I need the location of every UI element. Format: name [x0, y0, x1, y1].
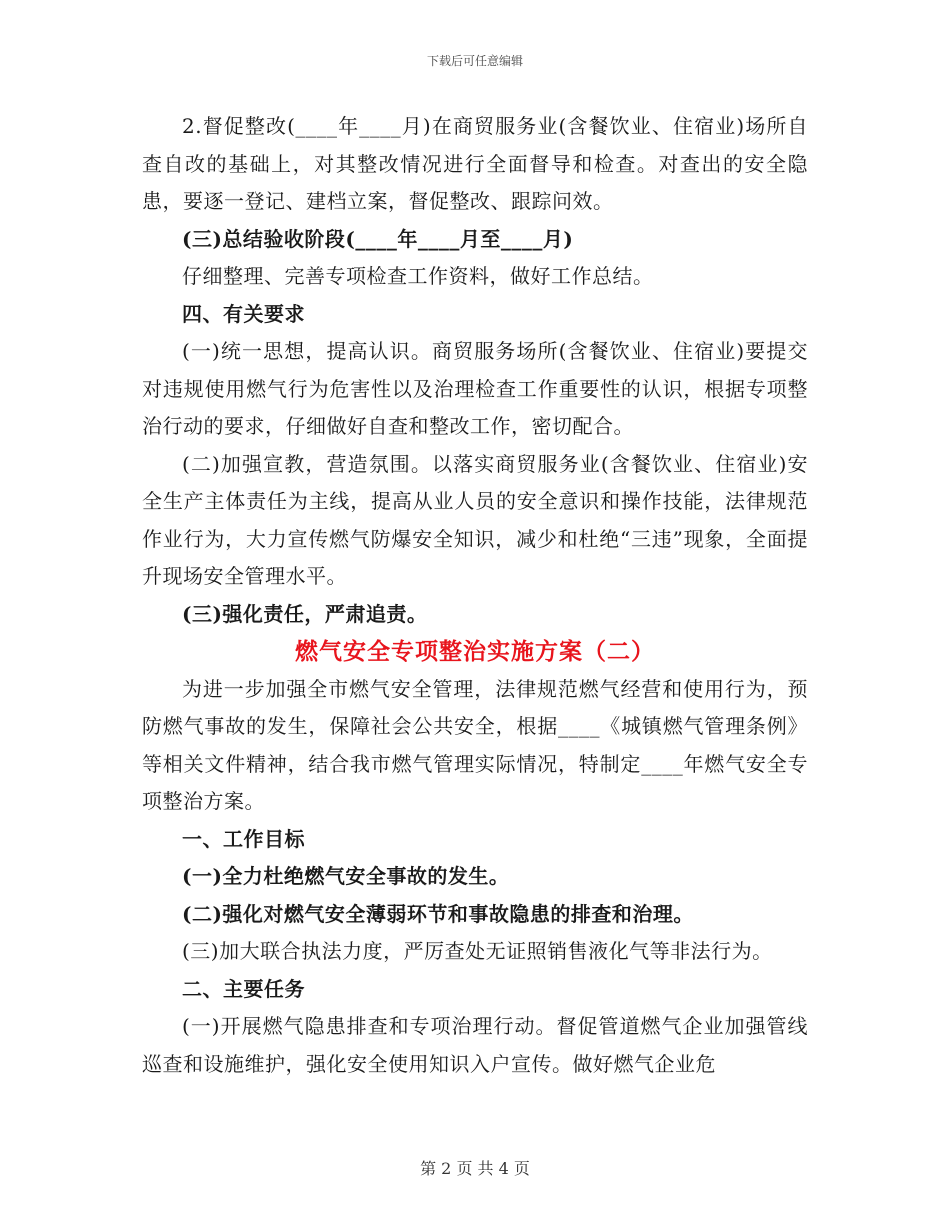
page-footer-number: 第 2 页 共 4 页	[420, 1159, 530, 1178]
paragraph: (二)加强宣教，营造氛围。以落实商贸服务业(含餐饮业、住宿业)安全生产主体责任为主线，提高从业人员的安全意识和操作技能，法律规范作业行为，大力宣传燃气防爆安全知识，减少和杜绝“三违”现象，全面提升现场安全管理水平。	[142, 451, 808, 588]
paragraph: 为进一步加强全市燃气安全管理，法律规范燃气经营和使用行为，预防燃气事故的发生，保障社会公共安全，根据____《城镇燃气管理条例》等相关文件精神，结合我市燃气管理实际情况，特制定____年燃气安全专项整治方案。	[142, 676, 808, 813]
document-body	[142, 108, 808, 1083]
document-title: 燃气安全专项整治实施方案（二）	[295, 638, 655, 665]
paragraph: (三)加大联合执法力度，严厉查处无证照销售液化气等非法行为。	[182, 939, 773, 963]
section-heading: (三)总结验收阶段(____年____月至____月)	[182, 226, 574, 251]
section-heading: 二、主要任务	[182, 976, 305, 1001]
paragraph: 2.督促整改(____年____月)在商贸服务业(含餐饮业、住宿业)场所自查自改的基础上，对其整改情况进行全面督导和检查。对查出的安全隐患，要逐一登记、建档立案，督促整改、跟踪问效。	[142, 114, 808, 213]
page-header-note: 下载后可任意编辑	[426, 54, 523, 68]
paragraph: (一)统一思想，提高认识。商贸服务场所(含餐饮业、住宿业)要提交对违规使用燃气行为危害性以及治理检查工作重要性的认识，根据专项整治行动的要求，仔细做好自查和整改工作，密切配合。	[142, 339, 808, 438]
paragraph: (一)开展燃气隐患排查和专项治理行动。督促管道燃气企业加强管线巡查和设施维护，强化安全使用知识入户宣传。做好燃气企业危	[142, 1014, 808, 1076]
section-heading: 四、有关要求	[182, 301, 305, 326]
section-heading: (三)强化责任，严肃追责。	[182, 601, 428, 626]
subsection-heading: (一)全力杜绝燃气安全事故的发生。	[182, 864, 510, 888]
paragraph: 仔细整理、完善专项检查工作资料，做好工作总结。	[182, 264, 654, 288]
section-heading: 一、工作目标	[182, 826, 305, 851]
subsection-heading: (二)强化对燃气安全薄弱环节和事故隐患的排查和治理。	[182, 901, 694, 926]
